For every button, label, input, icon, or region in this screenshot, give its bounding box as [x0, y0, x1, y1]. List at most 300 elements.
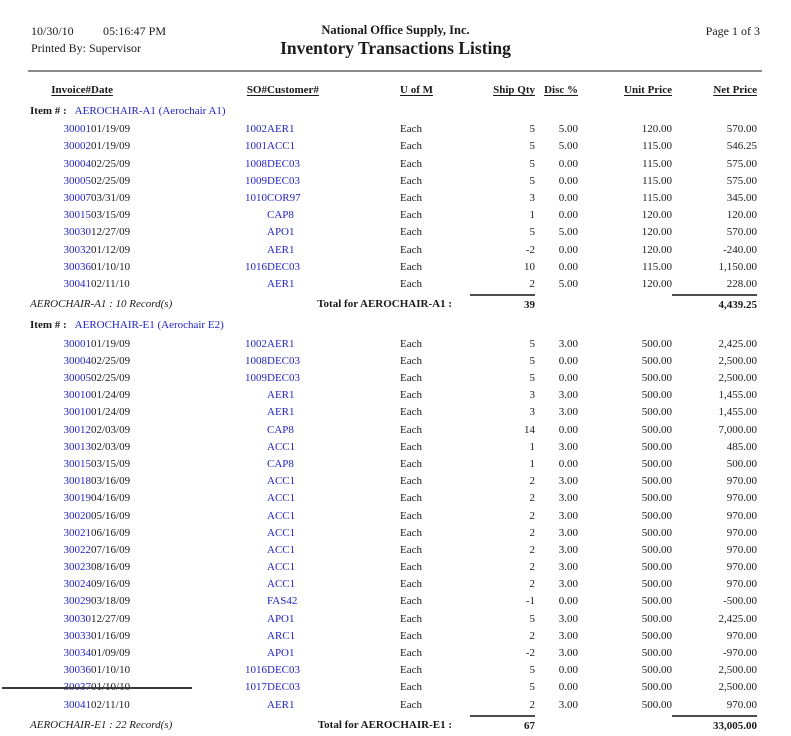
empty-cell — [535, 716, 578, 736]
cell-so: 1001 — [245, 140, 267, 153]
cell-uom: Each — [400, 260, 422, 273]
cell-disc: 0.00 — [558, 174, 578, 187]
cell-so — [204, 457, 267, 474]
cell-customer: DEC03 — [267, 354, 300, 367]
cell-invoice: 30032 — [63, 243, 91, 256]
cell-unit-price: 500.00 — [641, 509, 672, 522]
transaction-row — [30, 491, 757, 508]
cell-unit-price: 500.00 — [641, 664, 672, 677]
cell-customer: ACC1 — [267, 475, 296, 488]
cell-ship-qty: 2 — [529, 629, 535, 642]
cell-net-price: 2,500.00 — [718, 354, 757, 367]
cell-customer: DEC03 — [267, 372, 300, 385]
transaction-row — [30, 698, 757, 716]
cell-net-price: 970.00 — [726, 561, 757, 574]
cell-ship-qty: 5 — [529, 664, 535, 677]
transaction-row — [30, 243, 757, 260]
cell-net-price: 500.00 — [726, 457, 757, 470]
cell-net-price: -500.00 — [723, 595, 757, 608]
transaction-row — [30, 174, 757, 191]
column-header-ship-qty: Ship Qty — [493, 84, 535, 96]
cell-customer: CAP8 — [267, 457, 294, 470]
cell-disc: 0.00 — [558, 209, 578, 222]
cell-date: 01/19/09 — [91, 140, 131, 153]
cell-so: 1009 — [245, 372, 267, 385]
header-divider — [28, 70, 762, 72]
cell-ship-qty: -2 — [525, 243, 535, 256]
transactions-table — [30, 84, 757, 736]
cell-unit-price: 500.00 — [641, 337, 672, 350]
transaction-row — [30, 388, 757, 405]
cell-disc: 0.00 — [558, 260, 578, 273]
cell-uom: Each — [400, 664, 422, 677]
column-header-disc: Disc % — [544, 84, 578, 96]
cell-customer: COR97 — [267, 191, 301, 204]
cell-uom: Each — [400, 354, 422, 367]
cell-uom: Each — [400, 698, 422, 711]
total-left-cell — [30, 295, 470, 317]
column-header-customer: Customer# — [267, 84, 319, 96]
cell-unit-price: 500.00 — [641, 440, 672, 453]
cell-disc: 0.00 — [558, 191, 578, 204]
cell-customer: AER1 — [267, 406, 295, 419]
cell-customer: CAP8 — [267, 209, 294, 222]
cell-disc: 3.00 — [558, 526, 578, 539]
cell-disc: 0.00 — [558, 595, 578, 608]
cell-so — [204, 405, 267, 422]
cell-ship-qty: 2 — [529, 509, 535, 522]
cell-so: 1016 — [245, 260, 267, 273]
page-number: Page 1 of 3 — [705, 24, 760, 38]
cell-net-price: 970.00 — [726, 543, 757, 556]
cell-customer: DEC03 — [267, 681, 300, 694]
cell-disc: 3.00 — [558, 612, 578, 625]
cell-so — [204, 698, 267, 716]
cell-disc: 3.00 — [558, 698, 578, 711]
record-count-summary: AEROCHAIR-E1 : 22 Record(s) — [30, 718, 173, 731]
cell-invoice: 30015 — [63, 209, 91, 222]
cell-customer: APO1 — [267, 647, 295, 660]
cell-unit-price: 115.00 — [642, 140, 672, 153]
cell-ship-qty: 5 — [529, 157, 535, 170]
cell-uom: Each — [400, 509, 422, 522]
cell-unit-price: 500.00 — [641, 406, 672, 419]
cell-ship-qty: 5 — [529, 337, 535, 350]
transaction-row — [30, 509, 757, 526]
cell-unit-price: 120.00 — [641, 209, 672, 222]
cell-net-price: 228.00 — [726, 277, 757, 290]
cell-so — [204, 208, 267, 225]
cell-unit-price: 500.00 — [641, 423, 672, 436]
cell-invoice: 30004 — [63, 157, 91, 170]
cell-customer: DEC03 — [267, 664, 300, 677]
cell-ship-qty: -2 — [525, 647, 535, 660]
cell-so — [204, 629, 267, 646]
cell-so — [204, 509, 267, 526]
cell-invoice: 30005 — [63, 174, 91, 187]
cell-ship-qty: 2 — [529, 578, 535, 591]
cell-disc: 0.00 — [558, 157, 578, 170]
cell-date: 02/25/09 — [91, 372, 131, 385]
transaction-row — [30, 405, 757, 422]
cell-so — [204, 491, 267, 508]
cell-ship-qty: 2 — [529, 543, 535, 556]
cell-customer: ACC1 — [267, 561, 296, 574]
cell-disc: 0.00 — [558, 664, 578, 677]
transaction-row — [30, 208, 757, 225]
cell-customer: DEC03 — [267, 174, 300, 187]
cell-date: 01/09/09 — [91, 647, 131, 660]
item-header-row — [30, 317, 757, 336]
cell-disc: 0.00 — [558, 243, 578, 256]
cell-customer: ACC1 — [267, 509, 296, 522]
cell-uom: Each — [400, 226, 422, 239]
cell-disc: 0.00 — [558, 423, 578, 436]
cell-ship-qty: 2 — [529, 492, 535, 505]
cell-invoice: 30030 — [63, 612, 91, 625]
cell-so — [204, 560, 267, 577]
section-total-row — [30, 295, 757, 317]
cell-date: 08/16/09 — [91, 561, 131, 574]
transaction-row — [30, 440, 757, 457]
cell-date: 02/03/09 — [91, 423, 131, 436]
cell-ship-qty: 2 — [529, 698, 535, 711]
cell-net-price: 1,455.00 — [718, 389, 757, 402]
cell-uom: Each — [400, 578, 422, 591]
cell-uom: Each — [400, 372, 422, 385]
cell-uom: Each — [400, 191, 422, 204]
cell-customer: FAS42 — [267, 595, 298, 608]
cell-customer: ARC1 — [267, 629, 296, 642]
cell-net-price: 345.00 — [726, 191, 757, 204]
cell-customer: AER1 — [267, 277, 295, 290]
cell-unit-price: 500.00 — [641, 595, 672, 608]
cell-date: 09/16/09 — [91, 578, 131, 591]
cell-so: 1002 — [245, 123, 267, 136]
cell-invoice: 30029 — [63, 595, 91, 608]
cell-unit-price: 500.00 — [641, 612, 672, 625]
transaction-row — [30, 157, 757, 174]
cell-uom: Each — [400, 389, 422, 402]
cell-net-price: 570.00 — [726, 123, 757, 136]
cell-customer: ACC1 — [267, 492, 296, 505]
cell-invoice: 30001 — [63, 337, 91, 350]
cell-so: 1008 — [245, 157, 267, 170]
cell-net-price: -970.00 — [723, 647, 757, 660]
cell-uom: Each — [400, 123, 422, 136]
empty-cell — [578, 716, 672, 736]
transaction-row — [30, 260, 757, 277]
cell-invoice: 30023 — [63, 561, 91, 574]
cell-uom: Each — [400, 492, 422, 505]
transaction-row — [30, 612, 757, 629]
cell-disc: 3.00 — [558, 492, 578, 505]
cell-invoice: 30030 — [63, 226, 91, 239]
cell-so: 1016 — [245, 664, 267, 677]
column-header-net-price: Net Price — [713, 84, 757, 96]
column-header-invoice: Invoice# — [51, 84, 91, 96]
cell-disc: 0.00 — [558, 681, 578, 694]
cell-net-price: 7,000.00 — [718, 423, 757, 436]
cell-date: 01/12/09 — [91, 243, 131, 256]
cell-net-price: 575.00 — [726, 174, 757, 187]
cell-disc: 3.00 — [558, 509, 578, 522]
cell-date: 03/18/09 — [91, 595, 131, 608]
transaction-row — [30, 474, 757, 491]
cell-ship-qty: 2 — [529, 475, 535, 488]
cell-date: 01/19/09 — [91, 337, 131, 350]
cell-unit-price: 500.00 — [641, 629, 672, 642]
cell-invoice: 30036 — [63, 260, 91, 273]
cell-customer: AER1 — [267, 698, 295, 711]
cell-uom: Each — [400, 406, 422, 419]
cell-invoice: 30002 — [63, 140, 91, 153]
cell-date: 12/27/09 — [91, 226, 131, 239]
cell-ship-qty: 3 — [529, 389, 535, 402]
cell-so — [204, 526, 267, 543]
cell-uom: Each — [400, 475, 422, 488]
cell-disc: 3.00 — [558, 337, 578, 350]
transaction-row — [30, 139, 757, 156]
cell-so — [204, 277, 267, 295]
cell-ship-qty: 14 — [524, 423, 535, 436]
cell-ship-qty: 5 — [529, 123, 535, 136]
cell-date: 02/03/09 — [91, 440, 131, 453]
cell-customer: DEC03 — [267, 260, 300, 273]
cell-customer: CAP8 — [267, 423, 294, 436]
printed-by: Printed By: Supervisor — [31, 41, 141, 55]
cell-unit-price: 500.00 — [641, 561, 672, 574]
cell-net-price: 970.00 — [726, 492, 757, 505]
cell-date: 03/15/09 — [91, 457, 131, 470]
cell-so — [204, 243, 267, 260]
cell-net-price: 970.00 — [726, 526, 757, 539]
total-ship-qty: 67 — [470, 716, 535, 736]
cell-invoice: 30013 — [63, 440, 91, 453]
cell-customer: ACC1 — [267, 140, 296, 153]
transaction-row — [30, 191, 757, 208]
cell-disc: 3.00 — [558, 543, 578, 556]
cell-unit-price: 120.00 — [641, 123, 672, 136]
cell-disc: 0.00 — [558, 354, 578, 367]
cell-disc: 3.00 — [558, 578, 578, 591]
item-number-label: Item # : — [30, 319, 67, 332]
cell-customer: AER1 — [267, 389, 295, 402]
cell-net-price: 1,455.00 — [718, 406, 757, 419]
transaction-row — [30, 354, 757, 371]
cell-uom: Each — [400, 526, 422, 539]
total-label: Total for AEROCHAIR-E1 : — [317, 718, 452, 731]
cell-uom: Each — [400, 174, 422, 187]
cell-net-price: 970.00 — [726, 629, 757, 642]
total-label: Total for AEROCHAIR-A1 : — [317, 298, 452, 311]
cell-disc: 5.00 — [558, 277, 578, 290]
transaction-row — [30, 526, 757, 543]
transaction-row — [30, 122, 757, 139]
cell-invoice: 30041 — [63, 698, 91, 711]
cell-unit-price: 500.00 — [641, 475, 672, 488]
cell-ship-qty: 10 — [524, 260, 535, 273]
cell-unit-price: 500.00 — [641, 389, 672, 402]
cell-customer: ACC1 — [267, 543, 296, 556]
cell-so: 1009 — [245, 174, 267, 187]
cell-customer: ACC1 — [267, 578, 296, 591]
empty-cell — [578, 295, 672, 317]
cell-unit-price: 500.00 — [641, 354, 672, 367]
item-code: AEROCHAIR-E1 (Aerochair E2) — [74, 319, 224, 332]
transaction-row — [30, 423, 757, 440]
column-header-date: Date — [91, 84, 113, 96]
cell-so — [204, 594, 267, 611]
column-header-unit-price: Unit Price — [624, 84, 672, 96]
transaction-row — [30, 277, 757, 295]
cell-invoice: 30018 — [63, 475, 91, 488]
cell-disc: 0.00 — [558, 372, 578, 385]
cell-uom: Each — [400, 561, 422, 574]
cell-so: 1008 — [245, 354, 267, 367]
cell-disc: 3.00 — [558, 629, 578, 642]
total-net-price: 33,005.00 — [672, 716, 757, 736]
cell-customer: ACC1 — [267, 440, 296, 453]
cell-date: 03/31/09 — [91, 191, 131, 204]
cell-invoice: 30005 — [63, 372, 91, 385]
cell-so: 1010 — [245, 191, 267, 204]
cell-so — [204, 612, 267, 629]
cell-date: 02/25/09 — [91, 354, 131, 367]
empty-cell — [535, 295, 578, 317]
cell-disc: 5.00 — [558, 123, 578, 136]
transaction-row — [30, 594, 757, 611]
cell-invoice: 30041 — [63, 277, 91, 290]
transaction-row — [30, 337, 757, 354]
cell-net-price: 970.00 — [726, 578, 757, 591]
cell-customer: APO1 — [267, 226, 295, 239]
cell-date: 06/16/09 — [91, 526, 131, 539]
transaction-row — [30, 543, 757, 560]
cell-invoice: 30022 — [63, 543, 91, 556]
cell-date: 02/25/09 — [91, 157, 131, 170]
cell-net-price: 2,500.00 — [718, 664, 757, 677]
record-count-summary: AEROCHAIR-A1 : 10 Record(s) — [30, 298, 173, 311]
cell-invoice: 30019 — [63, 492, 91, 505]
cell-unit-price: 500.00 — [641, 492, 672, 505]
cell-unit-price: 500.00 — [641, 457, 672, 470]
cell-date: 12/27/09 — [91, 612, 131, 625]
transaction-row — [30, 371, 757, 388]
cell-ship-qty: 5 — [529, 372, 535, 385]
cell-so — [204, 577, 267, 594]
cell-date: 02/11/10 — [91, 277, 130, 290]
cell-net-price: 970.00 — [726, 509, 757, 522]
print-date: 10/30/10 — [31, 24, 74, 38]
cell-uom: Each — [400, 457, 422, 470]
cell-invoice: 30001 — [63, 123, 91, 136]
cell-customer: APO1 — [267, 612, 295, 625]
cell-uom: Each — [400, 209, 422, 222]
cell-uom: Each — [400, 157, 422, 170]
cell-so: 1002 — [245, 337, 267, 350]
cell-ship-qty: 5 — [529, 354, 535, 367]
cell-date: 03/15/09 — [91, 209, 131, 222]
cell-ship-qty: 2 — [529, 277, 535, 290]
cell-customer: ACC1 — [267, 526, 296, 539]
cell-customer: AER1 — [267, 243, 295, 256]
column-header-row — [30, 84, 757, 103]
cell-uom: Each — [400, 543, 422, 556]
cell-invoice: 30010 — [63, 389, 91, 402]
cell-ship-qty: 3 — [529, 191, 535, 204]
cell-uom: Each — [400, 647, 422, 660]
cell-net-price: 485.00 — [726, 440, 757, 453]
cell-unit-price: 500.00 — [641, 526, 672, 539]
cell-ship-qty: 1 — [529, 440, 535, 453]
cell-disc: 3.00 — [558, 440, 578, 453]
cell-uom: Each — [400, 681, 422, 694]
transaction-row — [30, 629, 757, 646]
cell-net-price: -240.00 — [723, 243, 757, 256]
cell-date: 01/10/10 — [91, 260, 131, 273]
cell-net-price: 1,150.00 — [718, 260, 757, 273]
cell-disc: 3.00 — [558, 561, 578, 574]
column-header-so: SO# — [246, 84, 267, 96]
cell-unit-price: 500.00 — [641, 543, 672, 556]
cell-invoice: 30010 — [63, 406, 91, 419]
cell-unit-price: 115.00 — [642, 260, 672, 273]
cell-date: 07/16/09 — [91, 543, 131, 556]
cell-net-price: 575.00 — [726, 157, 757, 170]
cell-invoice: 30015 — [63, 457, 91, 470]
cell-ship-qty: 5 — [529, 681, 535, 694]
cell-disc: 5.00 — [558, 226, 578, 239]
cell-net-price: 546.25 — [726, 140, 757, 153]
cell-invoice: 30007 — [63, 191, 91, 204]
cell-ship-qty: 3 — [529, 406, 535, 419]
cell-invoice: 30034 — [63, 647, 91, 660]
item-number-label: Item # : — [30, 105, 67, 117]
cell-so — [204, 225, 267, 242]
cell-date: 05/16/09 — [91, 509, 131, 522]
cell-disc: 5.00 — [558, 140, 578, 153]
cell-net-price: 570.00 — [726, 226, 757, 239]
cell-ship-qty: 5 — [529, 612, 535, 625]
cell-date: 04/16/09 — [91, 492, 131, 505]
cell-ship-qty: 2 — [529, 561, 535, 574]
cell-unit-price: 500.00 — [641, 698, 672, 711]
cell-so — [204, 388, 267, 405]
cell-date: 01/24/09 — [91, 389, 131, 402]
cell-uom: Each — [400, 595, 422, 608]
cell-unit-price: 120.00 — [641, 226, 672, 239]
cell-uom: Each — [400, 243, 422, 256]
cell-net-price: 970.00 — [726, 698, 757, 711]
page-bottom-line — [2, 687, 192, 689]
cell-net-price: 2,425.00 — [718, 337, 757, 350]
cell-date: 01/10/10 — [91, 664, 131, 677]
transaction-row — [30, 457, 757, 474]
cell-ship-qty: 1 — [529, 209, 535, 222]
cell-so — [204, 543, 267, 560]
item-header-row — [30, 103, 757, 122]
cell-uom: Each — [400, 629, 422, 642]
transaction-row — [30, 225, 757, 242]
cell-uom: Each — [400, 337, 422, 350]
cell-uom: Each — [400, 140, 422, 153]
cell-unit-price: 500.00 — [641, 647, 672, 660]
cell-unit-price: 120.00 — [641, 277, 672, 290]
cell-uom: Each — [400, 440, 422, 453]
cell-ship-qty: 2 — [529, 526, 535, 539]
cell-uom: Each — [400, 612, 422, 625]
